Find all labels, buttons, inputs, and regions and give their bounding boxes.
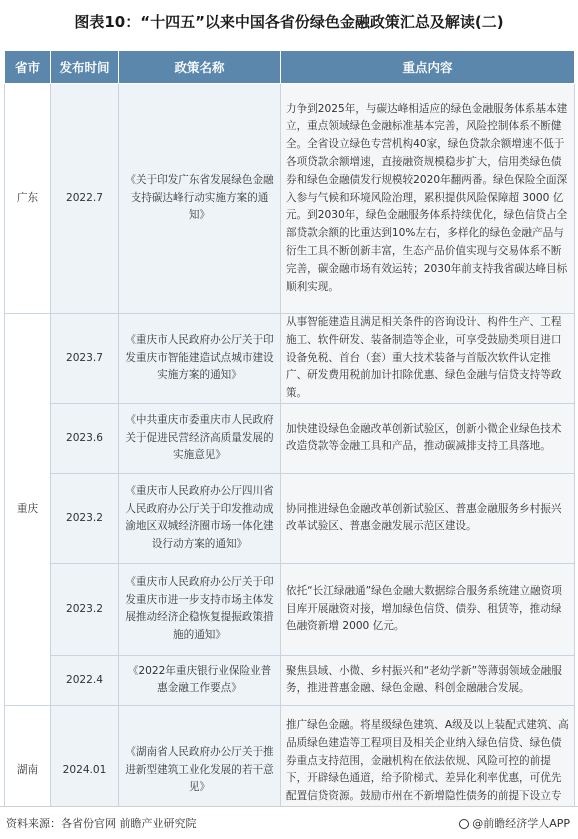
source-note: 资料来源：各省份官网 前瞻产业研究院 [6,817,197,830]
key-content-cell: 加快建设绿色金融改革创新试验区，创新小微企业绿色技术改造贷款等金融工具和产品，推动碳减排支持工具落地。 [281,403,575,473]
table-row [5,84,575,314]
key-content-cell: 聚焦县域、小微、乡村振兴和“老幼学新”等薄弱领域金融服务，推进普惠金融、绿色金融、科创金融融合发展。 [281,655,575,705]
table-row [5,563,575,655]
policy-name-cell: 《2022年重庆银行业保险业普惠金融工作要点》 [119,655,281,705]
column-header-date: 发布时间 [51,51,119,84]
date-cell: 2022.7 [51,84,119,314]
column-header-policy-name: 政策名称 [119,51,281,84]
column-header-province: 省市 [5,51,51,84]
brand-label: @前瞻经济学人APP [472,817,570,830]
footer [0,806,578,839]
province-cell-chongqing: 重庆 [5,314,51,706]
policy-name-cell: 《重庆市人民政府办公厅四川省人民政府办公厅关于印发推动成渝地区双城经济圈市场一体化建设行动方案的通知》 [119,473,281,563]
province-cell-guangdong: 广东 [5,84,51,314]
policy-name-cell: 《中共重庆市委重庆市人民政府关于促进民营经济高质量发展的实施意见》 [119,403,281,473]
date-cell: 2023.7 [51,314,119,404]
column-header-key-content: 重点内容 [281,51,575,84]
table-row [5,655,575,705]
date-cell: 2024.01 [51,705,119,835]
key-content-cell: 力争到2025年，与碳达峰相适应的绿色金融服务体系基本建立，重点领域绿色金融标准基本完善，风险控制体系不断健全。全省设立绿色专营机构40家，绿色贷款余额增速不低于各项贷款余额增速，直接融资规模稳步扩大，信用类绿色债券和绿色金融债发行规模较2020年翻两番。绿色保险全面深入参与气候和环境风险治理，累积提供风险保障超 3000 亿元。到2030年，绿色金融服务体系持续优化，绿色信贷占全部贷款余额的比重达到10%左右，多样化的绿色金融产品与衍生工具不断创新丰富，生态产品价值实现与交易体系不断完善，碳金融市场有效运转；2030年前支持我省碳达峰目标顺利实现。 [281,84,575,314]
key-content-cell: 协同推进绿色金融改革创新试验区、普惠金融服务乡村振兴改革试验区、普惠金融发展示范区建设。 [281,473,575,563]
province-cell-hunan: 湖南 [5,705,51,835]
brand-credit [459,815,570,831]
date-cell: 2023.2 [51,473,119,563]
date-cell: 2022.4 [51,655,119,705]
table-row [5,403,575,473]
policy-name-cell: 《湖南省人民政府办公厅关于推进新型建筑工业化发展的若干意见》 [119,705,281,835]
qianzhan-logo-icon [459,819,469,829]
policy-name-cell: 《关于印发广东省发展绿色金融支持碳达峰行动实施方案的通知》 [119,84,281,314]
date-cell: 2023.2 [51,563,119,655]
policy-table [4,50,575,836]
table-row [5,473,575,563]
key-content-cell: 推广绿色金融。将星级绿色建筑、A级及以上装配式建筑、高品质绿色建造等工程项目及相关企业纳入绿色信贷、绿色债券重点支持范围，金融机构在依法依规、风险可控的前提下，开辟绿色通道，给予阶梯式、差异化利率优惠，可优先配置信贷资源。鼓励市州在不新增隐性债务的前提下设立专 [281,705,575,835]
key-content-cell: 依托“长江绿融通”绿色金融大数据综合服务系统建立融资项目库开展融资对接，增加绿色信贷、债券、租赁等，推动绿色融资新增 2000 亿元。 [281,563,575,655]
key-content-cell: 从事智能建造且满足相关条件的咨询设计、构件生产、工程施工、软件研发、装备制造等企业，可享受鼓励类项目进口设备免税、首台（套）重大技术装备与首版次软件认定推广、研发费用税前加计扣除优惠、绿色金融与信贷支持等政策。 [281,314,575,404]
policy-name-cell: 《重庆市人民政府办公厅关于印发重庆市进一步支持市场主体发展推动经济企稳恢复提振政策措施的通知》 [119,563,281,655]
table-row [5,314,575,404]
table-header-row [5,51,575,84]
chart-title: 图表10：“十四五”以来中国各省份绿色金融政策汇总及解读(二) [74,13,504,31]
policy-name-cell: 《重庆市人民政府办公厅关于印发重庆市智能建造试点城市建设实施方案的通知》 [119,314,281,404]
date-cell: 2023.6 [51,403,119,473]
